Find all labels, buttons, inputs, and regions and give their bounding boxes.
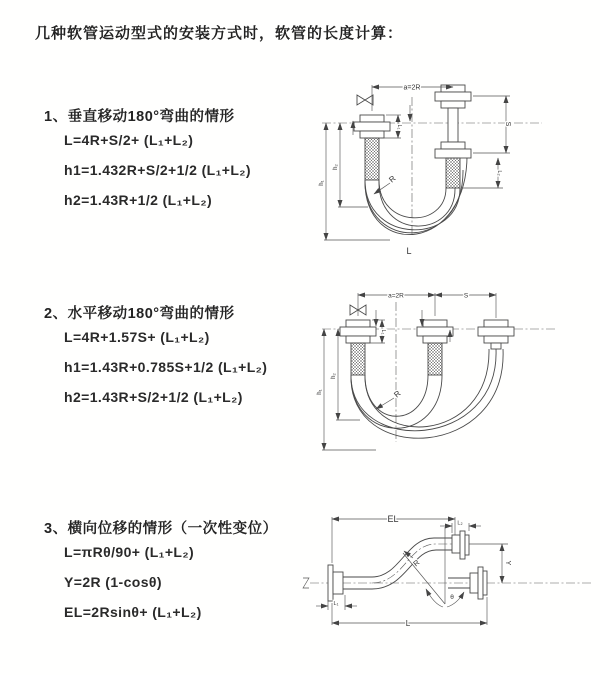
- d3-dim-label-y: Y: [504, 560, 511, 566]
- d1-left-fitting: [354, 115, 390, 180]
- d1-valve-icon: [357, 95, 373, 105]
- section-2-heading: 2、水平移动180°弯曲的情形: [44, 306, 235, 322]
- d3-dim-label-l2: L₂: [457, 520, 463, 527]
- d3-dim-label-el: EL: [387, 514, 399, 524]
- section-2-formula-h2: h2=1.43R+S/2+1/2 (L₁+L₂): [64, 389, 243, 405]
- d1-radius-label: R: [387, 173, 398, 185]
- section-3-heading: 3、横向位移的情形（一次性变位）: [44, 521, 278, 537]
- diagram-horizontal-180-bend: [310, 280, 600, 460]
- d3-lower-right-fitting: [448, 567, 487, 599]
- d2-left-fitting: [340, 320, 376, 375]
- d3-centerlines: [303, 578, 592, 588]
- section-1-formula-h1: h1=1.432R+S/2+1/2 (L₁+L₂): [64, 162, 251, 178]
- d2-middle-fitting: [417, 320, 453, 375]
- d3-angle-label: θ: [450, 594, 454, 601]
- page-title: 几种软管运动型式的安装方式时，软管的长度计算：: [35, 25, 404, 42]
- d2-dim-label-h2: h₂: [331, 373, 337, 379]
- d2-dim-label-l1: L₁: [380, 329, 386, 335]
- section-2-formula-L: L=4R+1.57S+ (L₁+L₂): [64, 329, 210, 345]
- d1-dim-label-h1: h₁: [319, 180, 325, 186]
- d2-radius-label: R: [392, 388, 403, 400]
- d1-length-label: L: [406, 246, 412, 256]
- d2-dim-label-s: S: [463, 292, 469, 300]
- section-3-formula-EL: EL=2Rsinθ+ (L₁+L₂): [64, 604, 202, 620]
- section-2-formula-h1: h1=1.43R+0.785S+1/2 (L₁+L₂): [64, 359, 268, 375]
- d1-centerlines: [322, 97, 542, 235]
- diagram-lateral-displacement: [300, 505, 600, 645]
- d2-right-fitting: [478, 320, 514, 349]
- d1-dim-label-h2: h₂: [333, 164, 339, 170]
- d2-dim-label-a2r: a=2R: [388, 292, 404, 300]
- section-1-formula-h2: h2=1.43R+1/2 (L₁+L₂): [64, 192, 213, 208]
- d2-hose-curves: [351, 349, 503, 438]
- d3-dim-label-l: L: [405, 619, 411, 628]
- d3-radius-label: R: [411, 557, 422, 569]
- section-1-formula-L: L=4R+S/2+ (L₁+L₂): [64, 132, 194, 148]
- d1-dim-label-a2r: a=2R: [403, 84, 421, 92]
- section-3-formula-Y: Y=2R (1-cosθ): [64, 574, 162, 590]
- d3-dim-label-l1: L₁: [333, 601, 339, 607]
- d2-dim-label-h1: h₁: [317, 389, 323, 395]
- d1-dim-label-s: S: [504, 121, 511, 127]
- diagram-vertical-180-bend: [310, 75, 600, 260]
- section-1-heading: 1、垂直移动180°弯曲的情形: [44, 109, 235, 125]
- d1-dim-label-l2: L₂: [496, 170, 502, 176]
- d3-break-mark: [303, 578, 309, 588]
- section-3-formula-L: L=πRθ/90+ (L₁+L₂): [64, 544, 195, 560]
- d3-upper-right-fitting: [452, 531, 469, 559]
- d1-dimensions: [319, 85, 511, 257]
- d1-dim-label-l1: L₁: [396, 124, 402, 130]
